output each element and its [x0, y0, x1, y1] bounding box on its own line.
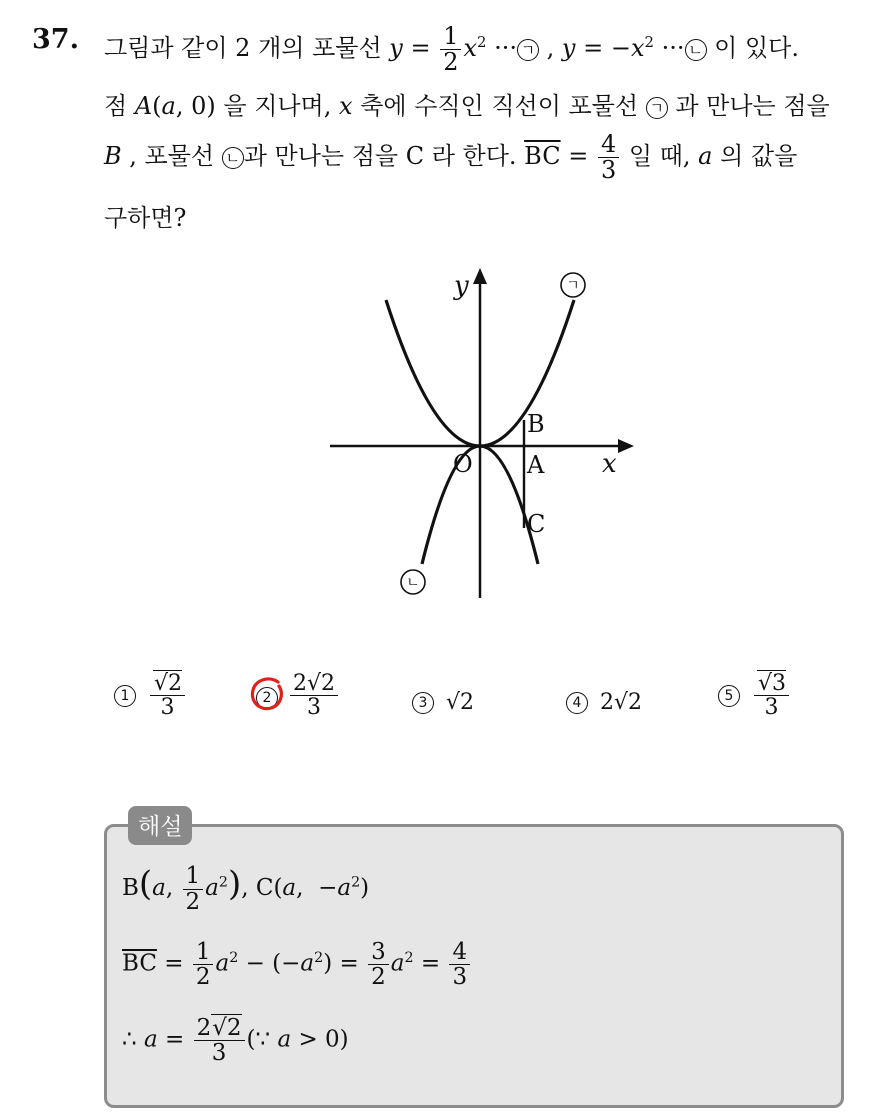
selected-marker: 2 — [256, 683, 278, 709]
solution-line-1: B(a, $\frac{1}{2}$ $a^2$), C(a, $-a^2$) — [122, 863, 370, 915]
y-axis-label: y — [454, 271, 469, 301]
solution-line-2: $\overline{BC}$ = $\frac{1}{2}$ $a^2 - (-a^2)$ = $\frac{3}{2}$ $a^2$ = $\frac{4}{3}$ — [122, 940, 472, 989]
origin-label: O — [453, 450, 473, 478]
question-line-2: 점 A(a, 0) 을 지나며, x 축에 수직인 직선이 포물선 ㄱ 과 만나는 점을 — [104, 92, 830, 120]
choice-5[interactable]: 5 $\frac{√3}{3}$ — [718, 672, 791, 719]
eq-y1: y — [389, 34, 403, 63]
point-b-label: B — [527, 410, 545, 438]
curve-mark-1: ㄱ — [517, 39, 539, 61]
point-c-label: C — [527, 510, 546, 538]
red-circle-mark — [248, 674, 288, 714]
fraction-half: $\frac{1}{2}$ — [440, 24, 461, 75]
question-line-1: 그림과 같이 2 개의 포물선 y = $\frac{1}{2}$ $x^2$ ··· ㄱ , $y = -x^2$ ··· ㄴ 이 있다. — [104, 22, 799, 77]
segment-bc: $\overline{BC}$ — [524, 142, 561, 171]
parabola-figure — [300, 262, 660, 607]
y-axis-arrow — [473, 268, 487, 284]
choice-3[interactable]: 3 √2 — [412, 690, 474, 715]
curve-mark-2: ㄴ — [685, 39, 707, 61]
choice-2[interactable]: 2 $\frac{2√2}{3}$ — [256, 672, 340, 719]
x-axis-arrow — [618, 439, 634, 453]
x-axis-label: x — [602, 449, 617, 479]
choice-4[interactable]: 4 2√2 — [566, 690, 642, 715]
fraction-4-3: $\frac{4}{3}$ — [598, 132, 619, 183]
question-number: 37. — [32, 24, 79, 55]
choice-1[interactable]: 1 $\frac{√2}{3}$ — [114, 672, 187, 719]
question-line-4: 구하면? — [104, 204, 187, 232]
curve-mark-1-label: ㄱ — [566, 278, 580, 294]
solution-line-3: ∴ a = $\frac{2√2}{3}$ (∵ a > 0) — [122, 1015, 349, 1067]
point-a-label: A — [527, 451, 545, 479]
question-line-3: B , 포물선 ㄴ 과 만나는 점을 C 라 한다. $\overline{BC}$ = $\frac{4}{3}$ 일 때, a 의 값을 — [104, 130, 798, 185]
solution-tag: 해설 — [128, 806, 192, 845]
curve-mark-2-label: ㄴ — [406, 575, 420, 591]
